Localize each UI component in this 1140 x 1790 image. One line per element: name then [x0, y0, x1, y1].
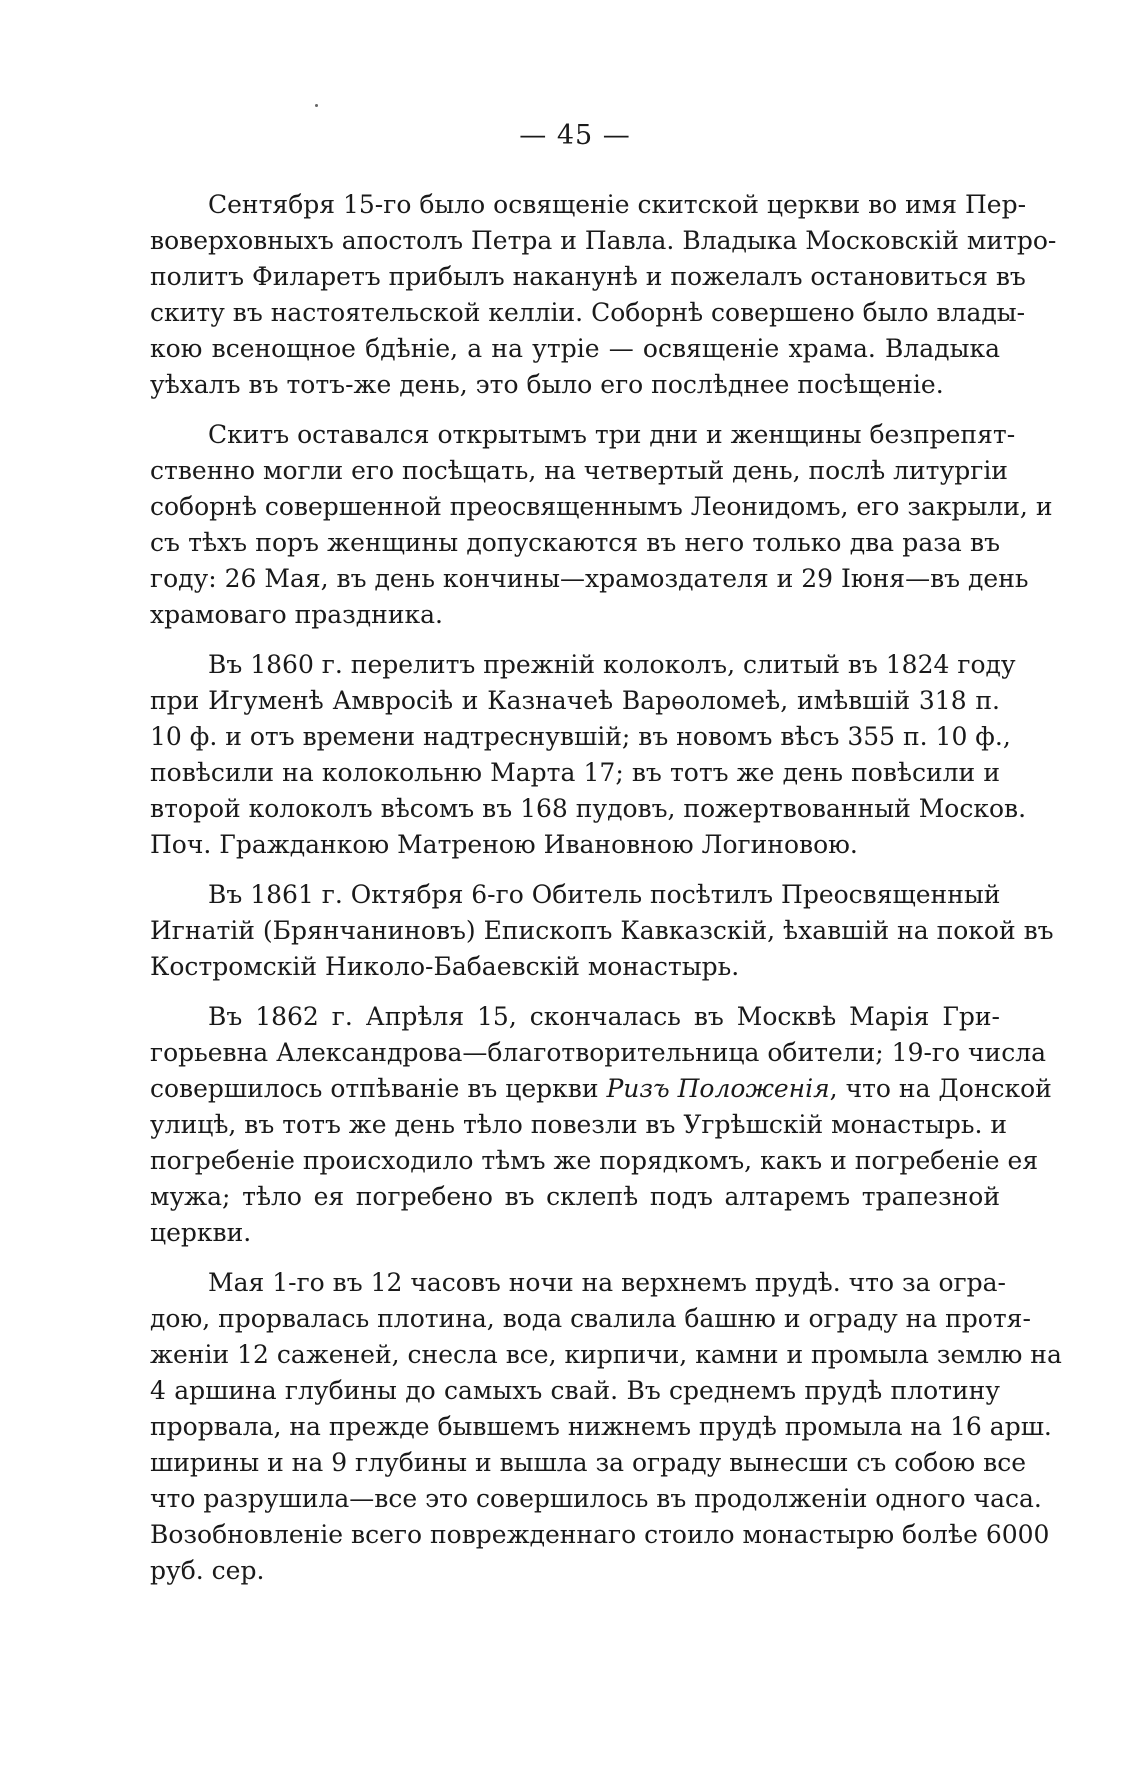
- paragraph-bell-1860: [150, 647, 1027, 863]
- text-line: скиту въ настоятельской келліи. Соборнѣ совершено было влады-: [150, 298, 1026, 327]
- text-line: Возобновленіе всего поврежденнаго стоило монастырю болѣе 6000: [150, 1520, 1050, 1549]
- text-line: прорвала, на прежде бывшемъ нижнемъ прудѣ промыла на 16 арш.: [150, 1412, 1052, 1441]
- text-line: Мая 1-го въ 12 часовъ ночи на верхнемъ прудѣ. что за огра-: [208, 1268, 1006, 1297]
- paragraph-death-1862: [150, 999, 1052, 1251]
- text-line: погребеніе происходило тѣмъ же порядкомъ, какъ и погребеніе ея: [150, 1146, 1039, 1175]
- text-line: повѣсили на колокольню Марта 17; въ тотъ же день повѣсили и: [150, 758, 1000, 787]
- text-line: воверховныхъ апостолъ Петра и Павла. Владыка Московскій митро-: [150, 226, 1057, 255]
- text-line: Сентября 15-го было освященіе скитской церкви во имя Пер-: [208, 190, 1027, 219]
- text-line: Въ 1861 г. Октября 6-го Обитель посѣтилъ Преосвященный: [208, 880, 1001, 909]
- paragraph-skete-open: [150, 417, 1053, 633]
- text-line: дою, прорвалась плотина, вода свалила башню и ограду на протя-: [150, 1304, 1031, 1333]
- text-line: мужа; тѣло ея погребено въ склепѣ подъ алтаремъ трапезной: [150, 1182, 1000, 1211]
- text-line: 10 ф. и отъ времени надтреснувшій; въ новомъ вѣсъ 355 п. 10 ф.,: [150, 722, 1011, 751]
- print-speck: [315, 104, 318, 107]
- text-line: руб. сер.: [150, 1556, 265, 1585]
- text-line: съ тѣхъ поръ женщины допускаются въ него только два раза въ: [150, 528, 1000, 557]
- page-body: [150, 120, 1062, 1603]
- text-line: ширины и на 9 глубины и вышла за ограду вынесши съ собою все: [150, 1448, 1026, 1477]
- text-line: уѣхалъ въ тотъ-же день, это было его послѣднее посѣщеніе.: [150, 370, 944, 399]
- text-line: Скитъ оставался открытымъ три дни и женщины безпрепят-: [208, 420, 1016, 449]
- text-line: второй колоколъ вѣсомъ въ 168 пудовъ, пожертвованный Москов.: [150, 794, 1027, 823]
- text-line: Игнатій (Брянчаниновъ) Епископъ Кавказскій, ѣхавшій на покой въ: [150, 916, 1054, 945]
- text-line-tail: , что на Донской: [829, 1074, 1052, 1103]
- text-line: Поч. Гражданкою Матреною Ивановною Логиновою.: [150, 830, 858, 859]
- text-line: ственно могли его посѣщать, на четвертый день, послѣ литургіи: [150, 456, 1008, 485]
- text-line: Въ 1860 г. перелитъ прежній колоколъ, слитый въ 1824 году: [208, 650, 1016, 679]
- text-line: что разрушила—все это совершилось въ продолженіи одного часа.: [150, 1484, 1042, 1513]
- text-line: храмоваго праздника.: [150, 600, 443, 629]
- text-line: Въ 1862 г. Апрѣля 15, скончалась въ Москвѣ Марія Гри-: [208, 1002, 1000, 1031]
- paragraph-consecration: [150, 187, 1057, 403]
- text-line: при Игуменѣ Амвросіѣ и Казначеѣ Варѳоломеѣ, имѣвшій 318 п.: [150, 686, 1000, 715]
- text-line: 4 аршина глубины до самыхъ свай. Въ среднемъ прудѣ плотину: [150, 1376, 1000, 1405]
- paragraph-dam-break: [150, 1265, 1062, 1589]
- text-line: церкви.: [150, 1218, 252, 1247]
- text-line: Костромскій Николо-Бабаевскій монастырь.: [150, 952, 740, 981]
- paragraph-visit-1861: [150, 877, 1054, 985]
- text-line: горьевна Александрова—благотворительница обители; 19-го числа: [150, 1038, 1046, 1067]
- text-line: соборнѣ совершенной преосвященнымъ Леонидомъ, его закрыли, и: [150, 492, 1053, 521]
- text-line: совершилось отпѣваніе въ церкви: [150, 1074, 599, 1103]
- church-name-italic: Ризъ Положенія: [606, 1074, 830, 1103]
- text-line: политъ Филаретъ прибылъ наканунѣ и пожелалъ остановиться въ: [150, 262, 1026, 291]
- text-line: женіи 12 саженей, снесла все, кирпичи, камни и промыла землю на: [150, 1340, 1062, 1369]
- page-number: — 45 —: [519, 120, 631, 151]
- text-line: году: 26 Мая, въ день кончины—храмоздателя и 29 Іюня—въ день: [150, 564, 1029, 593]
- text-line: кою всенощное бдѣніе, а на утріе — освященіе храма. Владыка: [150, 334, 1000, 363]
- text-line: улицѣ, въ тотъ же день тѣло повезли въ Угрѣшскій монастырь. и: [150, 1110, 1008, 1139]
